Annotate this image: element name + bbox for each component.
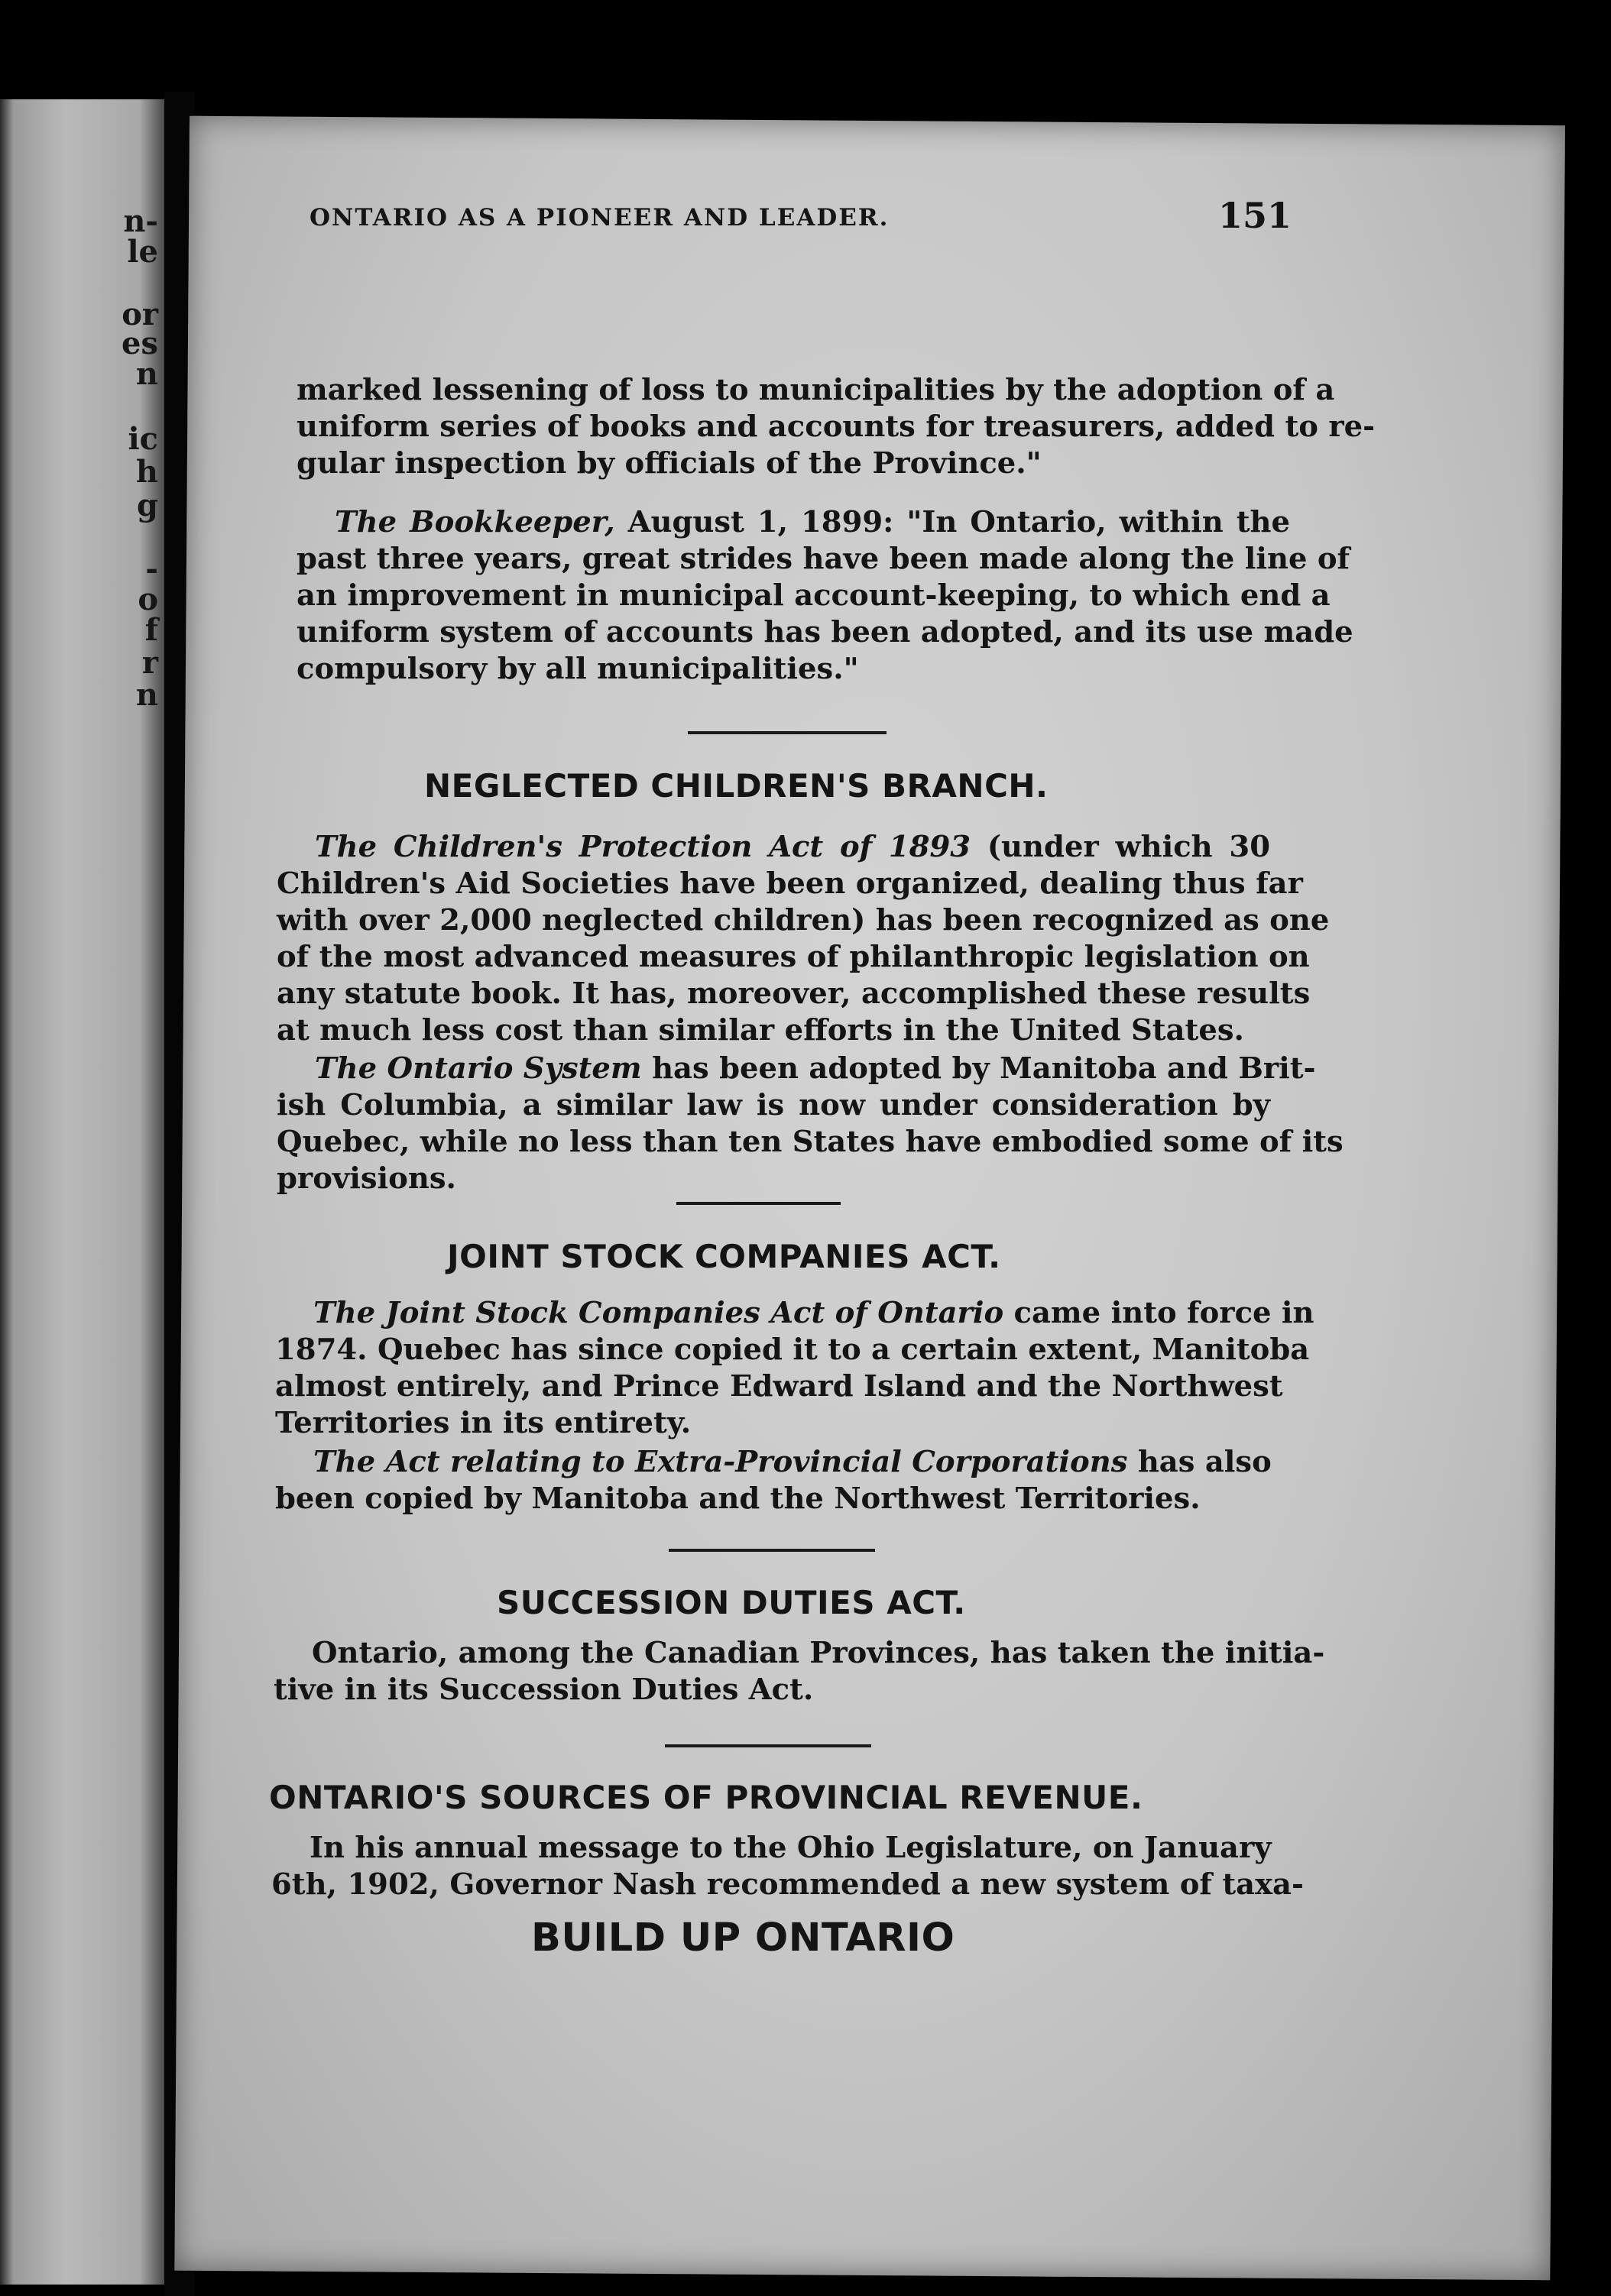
running-head-title: ONTARIO AS A PIONEER AND LEADER. bbox=[310, 204, 890, 232]
text-line: marked lessening of loss to municipalities by the adoption of a bbox=[297, 373, 1335, 407]
left-page-fragment: g bbox=[137, 487, 158, 523]
text-line: Children's Aid Societies have been organized, dealing thus far bbox=[277, 866, 1303, 901]
section-paragraph bbox=[275, 1295, 1314, 1442]
section-divider bbox=[676, 1202, 841, 1205]
section-paragraph bbox=[271, 1830, 1304, 1903]
text-line: any statute book. It has, moreover, accomplished these results bbox=[277, 976, 1311, 1011]
left-page-fragment: n bbox=[135, 677, 158, 713]
bookkeeper-paragraph bbox=[297, 504, 1353, 688]
left-page-edge bbox=[0, 99, 164, 2285]
text-line: Ontario, among the Canadian Provinces, has taken the initia- bbox=[312, 1636, 1325, 1670]
text-line: uniform series of books and accounts for treasurers, added to re- bbox=[297, 410, 1376, 444]
act-title: The Children's Protection Act of 1893 bbox=[315, 830, 971, 864]
section-heading: SUCCESSION DUTIES ACT. bbox=[497, 1584, 966, 1621]
text-line-rest: (under which 30 bbox=[987, 830, 1270, 864]
text-line bbox=[277, 829, 1270, 866]
act-title: The Ontario System bbox=[315, 1051, 642, 1086]
left-page-fragment: r bbox=[141, 645, 158, 681]
section-paragraph bbox=[277, 1051, 1344, 1197]
section-heading: JOINT STOCK COMPANIES ACT. bbox=[447, 1238, 1001, 1275]
text-line: 6th, 1902, Governor Nash recommended a new system of taxa- bbox=[271, 1867, 1304, 1902]
left-page-fragment: - bbox=[145, 551, 158, 587]
section-paragraph bbox=[275, 1444, 1272, 1517]
text-line: uniform system of accounts has been adopted, and its use made bbox=[297, 615, 1353, 649]
text-line-rest: has also bbox=[1137, 1445, 1272, 1479]
section-heading: ONTARIO'S SOURCES OF PROVINCIAL REVENUE. bbox=[269, 1779, 1143, 1816]
left-page-fragment: le bbox=[127, 234, 158, 270]
intro-paragraph bbox=[297, 372, 1376, 482]
text-line: with over 2,000 neglected children) has been recognized as one bbox=[277, 903, 1330, 938]
text-line: tive in its Succession Duties Act. bbox=[274, 1673, 814, 1707]
act-title: The Joint Stock Companies Act of Ontario bbox=[313, 1296, 1004, 1330]
text-line: an improvement in municipal account-keeping, to which end a bbox=[297, 578, 1331, 613]
left-page-fragment: ic bbox=[128, 421, 158, 457]
text-line-rest: has been adopted by Manitoba and Brit- bbox=[652, 1051, 1316, 1086]
text-line bbox=[275, 1444, 1272, 1481]
section-divider bbox=[665, 1744, 871, 1747]
left-page-fragment: h bbox=[135, 454, 158, 490]
section-paragraph bbox=[277, 829, 1330, 1049]
act-title: The Act relating to Extra-Provincial Corporations bbox=[313, 1445, 1128, 1479]
text-line: Territories in its entirety. bbox=[275, 1406, 692, 1440]
left-page-fragment: f bbox=[144, 612, 158, 648]
text-line: of the most advanced measures of philanthropic legislation on bbox=[277, 940, 1310, 974]
text-line-rest: came into force in bbox=[1013, 1296, 1314, 1330]
section-paragraph bbox=[274, 1635, 1325, 1708]
text-line bbox=[297, 504, 1290, 541]
text-line: provisions. bbox=[277, 1161, 456, 1196]
page-number: 151 bbox=[1217, 195, 1292, 236]
running-head bbox=[310, 195, 1292, 241]
text-line: compulsory by all municipalities." bbox=[297, 652, 859, 686]
left-page-fragment: n- bbox=[123, 203, 158, 239]
text-line bbox=[275, 1295, 1314, 1332]
footer-slogan: BUILD UP ONTARIO bbox=[531, 1915, 955, 1961]
left-page-fragment: n bbox=[135, 356, 158, 392]
section-divider bbox=[669, 1549, 875, 1552]
section-divider bbox=[688, 731, 887, 734]
left-page-fragment: o bbox=[138, 581, 158, 617]
text-line: 1874. Quebec has since copied it to a certain extent, Manitoba bbox=[275, 1333, 1310, 1367]
text-line bbox=[277, 1051, 1316, 1087]
left-page-fragment: es bbox=[122, 325, 158, 361]
text-line: gular inspection by officials of the Province." bbox=[297, 446, 1042, 481]
text-line: Quebec, while no less than ten States have embodied some of its bbox=[277, 1125, 1344, 1159]
text-line: ish Columbia, a similar law is now under consideration by bbox=[277, 1088, 1270, 1122]
section-heading: NEGLECTED CHILDREN'S BRANCH. bbox=[424, 767, 1049, 805]
text-line: almost entirely, and Prince Edward Island and the Northwest bbox=[275, 1369, 1283, 1404]
text-line: In his annual message to the Ohio Legislature, on January bbox=[310, 1831, 1272, 1865]
text-line: at much less cost than similar efforts in the United States. bbox=[277, 1013, 1244, 1048]
text-line: been copied by Manitoba and the Northwest Territories. bbox=[275, 1482, 1201, 1516]
text-line-rest: August 1, 1899: "In Ontario, within the bbox=[627, 505, 1291, 539]
source-title: The Bookkeeper, bbox=[335, 505, 615, 539]
left-page-fragment: or bbox=[122, 296, 158, 332]
text-line: past three years, great strides have been made along the line of bbox=[297, 542, 1350, 576]
